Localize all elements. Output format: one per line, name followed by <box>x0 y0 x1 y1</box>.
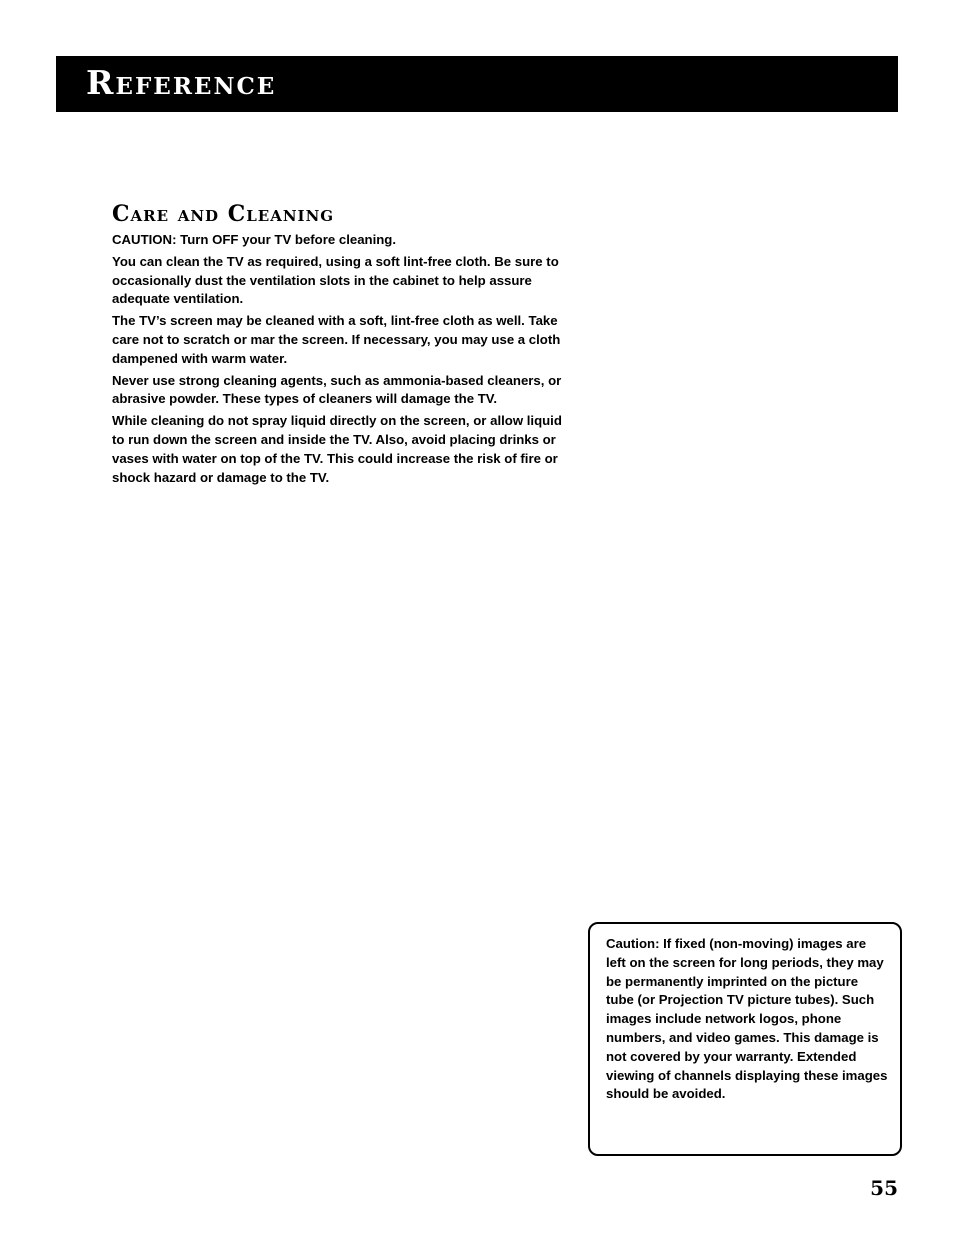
page-title: Reference <box>86 63 277 102</box>
section-title: Care and Cleaning <box>112 201 335 227</box>
caution-paragraph: CAUTION: Turn OFF your TV before cleaning. <box>112 232 397 247</box>
caution-box-text: Caution: If fixed (non-moving) images are left on the screen for long periods, they may be permanently imprinted on the picture tube (or Projection TV picture tubes). Such images include network logos, phone numbers, and video games. This damage is not covered by your warranty. Extended viewing of channels displaying these images should be avoided. <box>606 936 888 1102</box>
paragraph-liquid-warning: While cleaning do not spray liquid directly on the screen, or allow liquid to run down the screen and inside the TV. Also, avoid placing drinks or vases with water on top of the TV. This could increase the risk of fire or shock hazard or damage to the TV. <box>112 413 562 485</box>
page-number: 55 <box>870 1176 898 1200</box>
caution-box <box>588 922 902 1156</box>
paragraph-clean-cloth: You can clean the TV as required, using a soft lint-free cloth. Be sure to occasionally dust the ventilation slots in the cabinet to help assure adequate ventilation. <box>112 253 559 307</box>
care-and-cleaning-section <box>112 200 572 490</box>
header-bar <box>56 56 898 112</box>
paragraph-screen-cleaning: The TV’s screen may be cleaned with a soft, lint-free cloth as well. Take care not to scratch or mar the screen. If necessary, you may use a cloth dampened with warm water. <box>112 313 561 366</box>
paragraph-cleaning-agents: Never use strong cleaning agents, such as ammonia-based cleaners, or abrasive powder. These types of cleaners will damage the TV. <box>112 372 562 407</box>
